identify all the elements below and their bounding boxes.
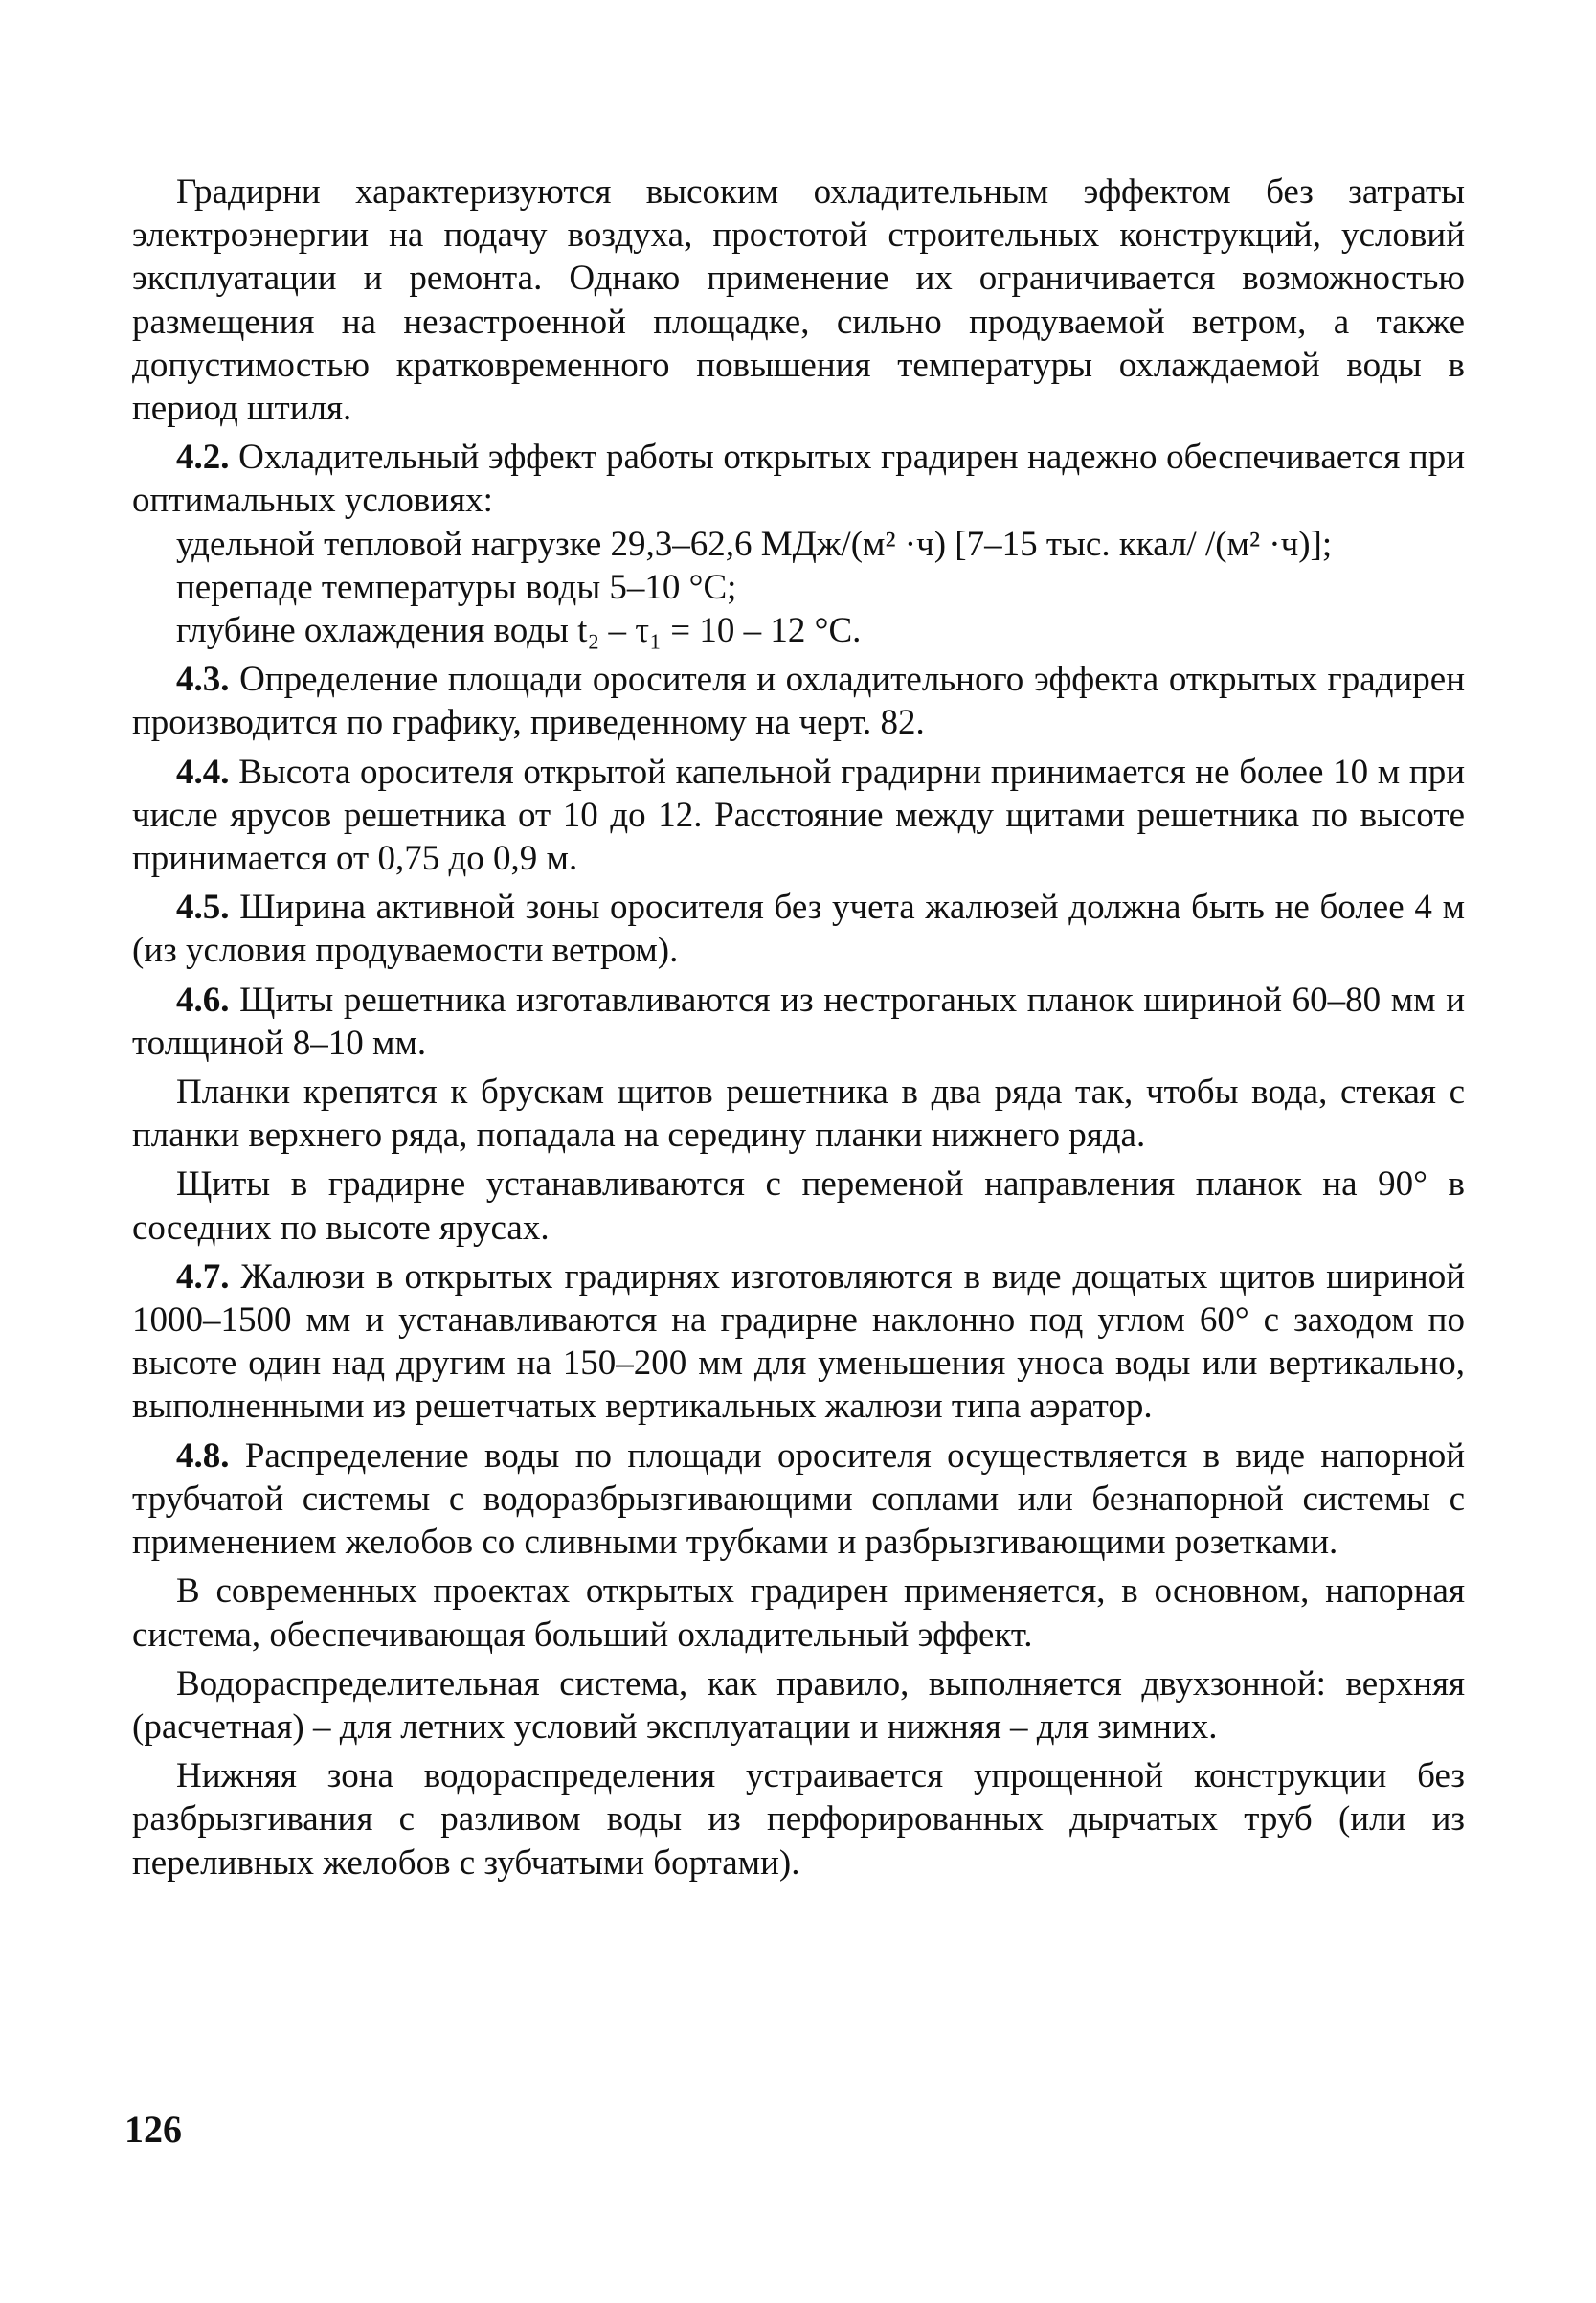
paragraph-4-8	[132, 1434, 1465, 1565]
paragraph-4-2	[132, 436, 1465, 522]
paragraph-text: Определение площади оросителя и охладительного эффекта открытых градирен производится по графику, приведенному на черт. 82.	[132, 660, 1466, 743]
paragraph-intro: Градирни характеризуются высоким охладительным эффектом без затраты электроэнергии на подачу воздуха, простотой строительных конструкций, условий эксплуатации и ремонта. Однако применение их ограничивается возможностью размещения на незастроенной площадке, сильно продуваемой ветром, а также допустимостью кратковременного повышения температуры охлаждаемой воды в период штиля.	[132, 172, 1465, 429]
section-number: 4.6.	[176, 980, 230, 1020]
paragraph-two-zone: Водораспределительная система, как правило, выполняется двухзонной: верхняя (расчетная) – для летних условий эксплуатации и нижняя – для зимних.	[132, 1663, 1465, 1747]
paragraph-shields: Щиты в градирне устанавливаются с переменой направления планок на 90° в соседних по высоте ярусах.	[132, 1164, 1465, 1248]
paragraph-4-4	[132, 751, 1465, 881]
paragraph-planks: Планки крепятся к брускам щитов решетника в два ряда так, чтобы вода, стекая с планки верхнего ряда, попадала на середину планки нижнего ряда.	[132, 1072, 1465, 1156]
paragraph-4-3	[132, 658, 1465, 744]
paragraph-text: Щиты решетника изготавливаются из нестроганых планок шириной 60–80 мм и толщиной 8–10 мм.	[132, 980, 1466, 1063]
paragraph-text: Распределение воды по площади оросителя осуществляется в виде напорной трубчатой системы с водоразбрызгивающими соплами или безнапорной системы с применением желобов со сливными трубками и разбрызгивающими розетками.	[132, 1435, 1465, 1563]
paragraph-4-7	[132, 1255, 1465, 1429]
paragraph-4-6	[132, 979, 1465, 1065]
section-number: 4.5.	[176, 888, 230, 928]
paragraph-text: Ширина активной зоны оросителя без учета жалюзей должна быть не более 4 м (из условия продуваемости ветром).	[132, 888, 1466, 971]
paragraph-cooling-depth: глубине охлаждения воды t₂ – τ₁ = 10 – 12 °С.	[176, 611, 862, 651]
page-number: 126	[124, 2108, 182, 2151]
paragraph-4-5	[132, 886, 1465, 972]
section-number: 4.2.	[176, 438, 230, 478]
paragraph-text: Жалюзи в открытых градирнях изготовляются в виде дощатых щитов шириной 1000–1500 мм и устанавливаются на градирне наклонно под углом 60° с заходом по высоте один над другим на 150–200 мм для уменьшения уноса воды или вертикально, выполненными из решетчатых вертикальных жалюзи типа аэратор.	[132, 1256, 1465, 1427]
paragraph-load: удельной тепловой нагрузке 29,3–62,6 МДж/(м² ·ч) [7–15 тыс. ккал/ /(м² ·ч)];	[176, 524, 1333, 564]
section-number: 4.8.	[176, 1435, 230, 1476]
section-number: 4.4.	[176, 752, 230, 792]
page-body	[132, 170, 1465, 1885]
paragraph-lower-zone: Нижняя зона водораспределения устраивается упрощенной конструкции без разбрызгивания с разливом воды из перфорированных дырчатых труб (или из переливных желобов с зубчатыми бортами).	[132, 1756, 1465, 1883]
paragraph-text: Охладительный эффект работы открытых градирен надежно обеспечивается при оптимальных условиях:	[132, 438, 1465, 521]
section-number: 4.7.	[176, 1256, 230, 1297]
paragraph-text: Высота оросителя открытой капельной градирни принимается не более 10 м при числе ярусов решетника от 10 до 12. Расстояние между щитами решетника по высоте принимается от 0,75 до 0,9 м.	[132, 752, 1466, 879]
section-number: 4.3.	[176, 660, 230, 700]
paragraph-modern-projects: В современных проектах открытых градирен применяется, в основном, напорная система, обеспечивающая больший охладительный эффект.	[132, 1571, 1465, 1655]
paragraph-temp-drop: перепаде температуры воды 5–10 °С;	[176, 567, 737, 607]
